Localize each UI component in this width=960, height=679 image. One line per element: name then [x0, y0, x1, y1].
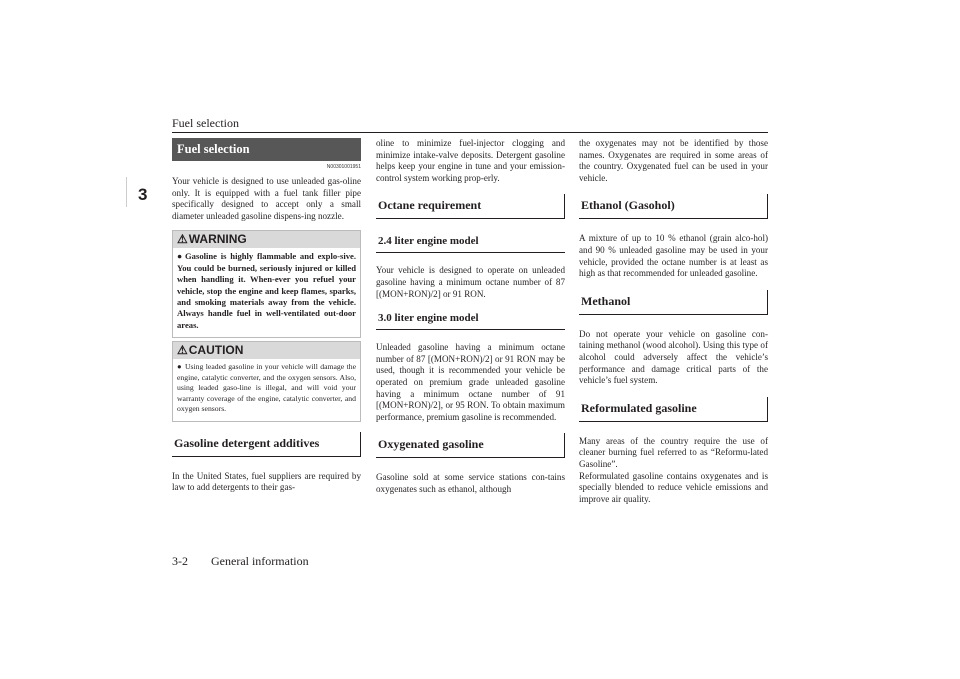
running-header: Fuel selection	[172, 116, 239, 130]
warning-body	[173, 248, 360, 337]
heading-octane-requirement: Octane requirement	[376, 194, 565, 219]
footer-section: General information	[211, 554, 309, 568]
chapter-number: 3	[138, 185, 148, 204]
bullet-icon: ●	[177, 362, 182, 372]
heading-30-engine: 3.0 liter engine model	[376, 310, 565, 330]
column-2	[376, 138, 565, 504]
engine24-paragraph: Your vehicle is designed to operate on unleaded gasoline having a minimum octane number of 87 [(MON+RON)/2] or 91 RON.	[376, 265, 565, 299]
document-code: N00301001951	[326, 164, 361, 170]
bullet-icon: ●	[177, 251, 183, 262]
heading-methanol: Methanol	[579, 290, 768, 315]
warning-text: Gasoline is highly flammable and explo-sive. You could be burned, seriously injured or killed when handling it. When-ever you refuel your vehicle, stop the engine and keep flames, sparks, and smoking materials away from the vehicle. Always handle fuel in well-ventilated out-door areas.	[177, 251, 356, 330]
column-3	[579, 138, 768, 513]
reformulated-paragraph-2: Reformulated gasoline contains oxygenates and is specially blended to reduce vehicle emissions and improve air quality.	[579, 470, 768, 504]
engine30-paragraph: Unleaded gasoline having a minimum octane number of 87 [(MON+RON)/2] or 91 RON may be used, though it is recommended your vehicle be operated on premium grade unleaded gasoline having a minimum octane number of 91 [(MON+RON)/2], or 95 RON. To obtain maximum performance, premium gasoline is recommended.	[376, 342, 565, 422]
warning-box	[172, 230, 361, 338]
caution-triangle-icon: ⚠	[177, 343, 188, 358]
warning-header	[173, 231, 360, 248]
heading-reformulated-gasoline: Reformulated gasoline	[579, 397, 768, 422]
caution-header	[173, 342, 360, 359]
heading-24-engine: 2.4 liter engine model	[376, 233, 565, 253]
ethanol-paragraph: A mixture of up to 10 % ethanol (grain alco-hol) and 90 % unleaded gasoline may be used in your vehicle, provided the octane number is at least as high as that recommended for unleaded gasoline.	[579, 233, 768, 279]
chapter-divider	[126, 177, 127, 207]
warning-label: WARNING	[188, 232, 247, 247]
warning-triangle-icon: ⚠	[177, 232, 188, 247]
intro-paragraph: Your vehicle is designed to use unleaded gas-oline only. It is equipped with a fuel tank filler pipe specifically designed to accept only a small diameter unleaded gasoline dispens-ing nozzle.	[172, 176, 361, 221]
detergent-paragraph-cont: oline to minimize fuel-injector clogging and minimize intake-valve deposits. Detergent gasoline helps keep your engine in tune and your emission-control system working prop-erly.	[376, 138, 565, 183]
oxygenated-paragraph: Gasoline sold at some service stations con-tains oxygenates such as ethanol, although	[376, 472, 565, 494]
caution-body	[173, 359, 360, 421]
column-1	[172, 138, 361, 502]
heading-detergent-additives: Gasoline detergent additives	[172, 432, 361, 457]
caution-label: CAUTION	[188, 343, 244, 358]
page-number: 3-2	[172, 554, 188, 568]
section-title-fuel-selection: Fuel selection	[172, 138, 361, 161]
header-rule	[172, 132, 768, 133]
caution-text: Using leaded gasoline in your vehicle will damage the engine, catalytic converter, and the oxygen sensors. Also, using leaded gaso-line is illegal, and will void your warranty coverage of the engine, catalytic converter, and oxygen sensors.	[177, 362, 356, 414]
caution-box	[172, 341, 361, 422]
page-footer	[172, 554, 309, 569]
heading-oxygenated-gasoline: Oxygenated gasoline	[376, 433, 565, 458]
methanol-paragraph: Do not operate your vehicle on gasoline con-taining methanol (wood alcohol). Using this type of alcohol could adversely affect the vehicle’s performance and damage critical parts of the vehicle’s fuel system.	[579, 328, 768, 386]
oxygenated-paragraph-cont: the oxygenates may not be identified by those names. Oxygenates are required in some areas of the country. Oxygenated fuel can be used in your vehicle.	[579, 138, 768, 183]
detergent-paragraph: In the United States, fuel suppliers are required by law to add detergents to their gas-	[172, 470, 361, 493]
heading-ethanol: Ethanol (Gasohol)	[579, 194, 768, 219]
reformulated-paragraph-1: Many areas of the country require the use of cleaner burning fuel referred to as “Reformu-lated Gasoline”.	[579, 435, 768, 469]
